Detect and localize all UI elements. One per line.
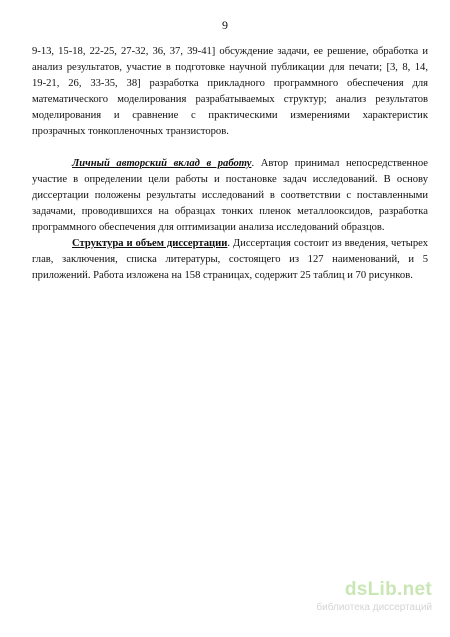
heading-continuation: . Диссертация состоит из введения, четырех <box>227 238 428 249</box>
paragraph-personal-contribution <box>32 156 428 236</box>
section-heading-personal-contribution: Личный авторский вклад в работу <box>72 158 252 169</box>
text-line: задачами, проводившихся на образцах тонких пленок металлооксидов, разработка <box>32 206 428 217</box>
text-line: глав, заключения, списка литературы, состоящего из 127 наименований, и 5 <box>32 254 428 265</box>
paragraph-structure <box>32 236 428 284</box>
page-number: 9 <box>222 18 228 32</box>
text-line: анализ результатов, участие в подготовке научной публикации для печати; [3, 8, 14, <box>32 62 428 73</box>
text-line-first <box>32 156 428 172</box>
watermark <box>312 579 432 623</box>
paragraph-contributions <box>32 44 428 140</box>
text-line: математического моделирования разрабатываемых структур; анализ результатов <box>32 94 428 105</box>
section-heading-structure: Структура и объем диссертации <box>72 238 228 249</box>
text-line: программного обеспечения для оптимизации анализа исследований образцов. <box>32 222 385 233</box>
text-line: 9-13, 15-18, 22-25, 27-32, 36, 37, 39-41] обсуждение задачи, ее решение, обработка и <box>32 46 428 57</box>
text-line: прозрачных тонкопленочных транзисторов. <box>32 126 229 137</box>
text-line: моделирования и сравнение с практическими измерениями характеристик <box>32 110 428 121</box>
text-line: 19-21, 26, 33-35, 38] разработка прикладного программного обеспечения для <box>32 78 428 89</box>
watermark-tagline: библиотека диссертаций <box>316 602 432 613</box>
text-line-first <box>32 236 428 252</box>
text-line: приложений. Работа изложена на 158 страницах, содержит 25 таблиц и 70 рисунков. <box>32 270 413 281</box>
text-line: диссертации положены результаты исследований в соответствии с поставленными <box>32 190 428 201</box>
watermark-logo: dsLib.net <box>344 579 432 600</box>
heading-continuation: . Автор принимал непосредственное <box>251 158 428 169</box>
text-line: участие в определении цели работы и постановке задач исследований. В основу <box>32 174 428 185</box>
